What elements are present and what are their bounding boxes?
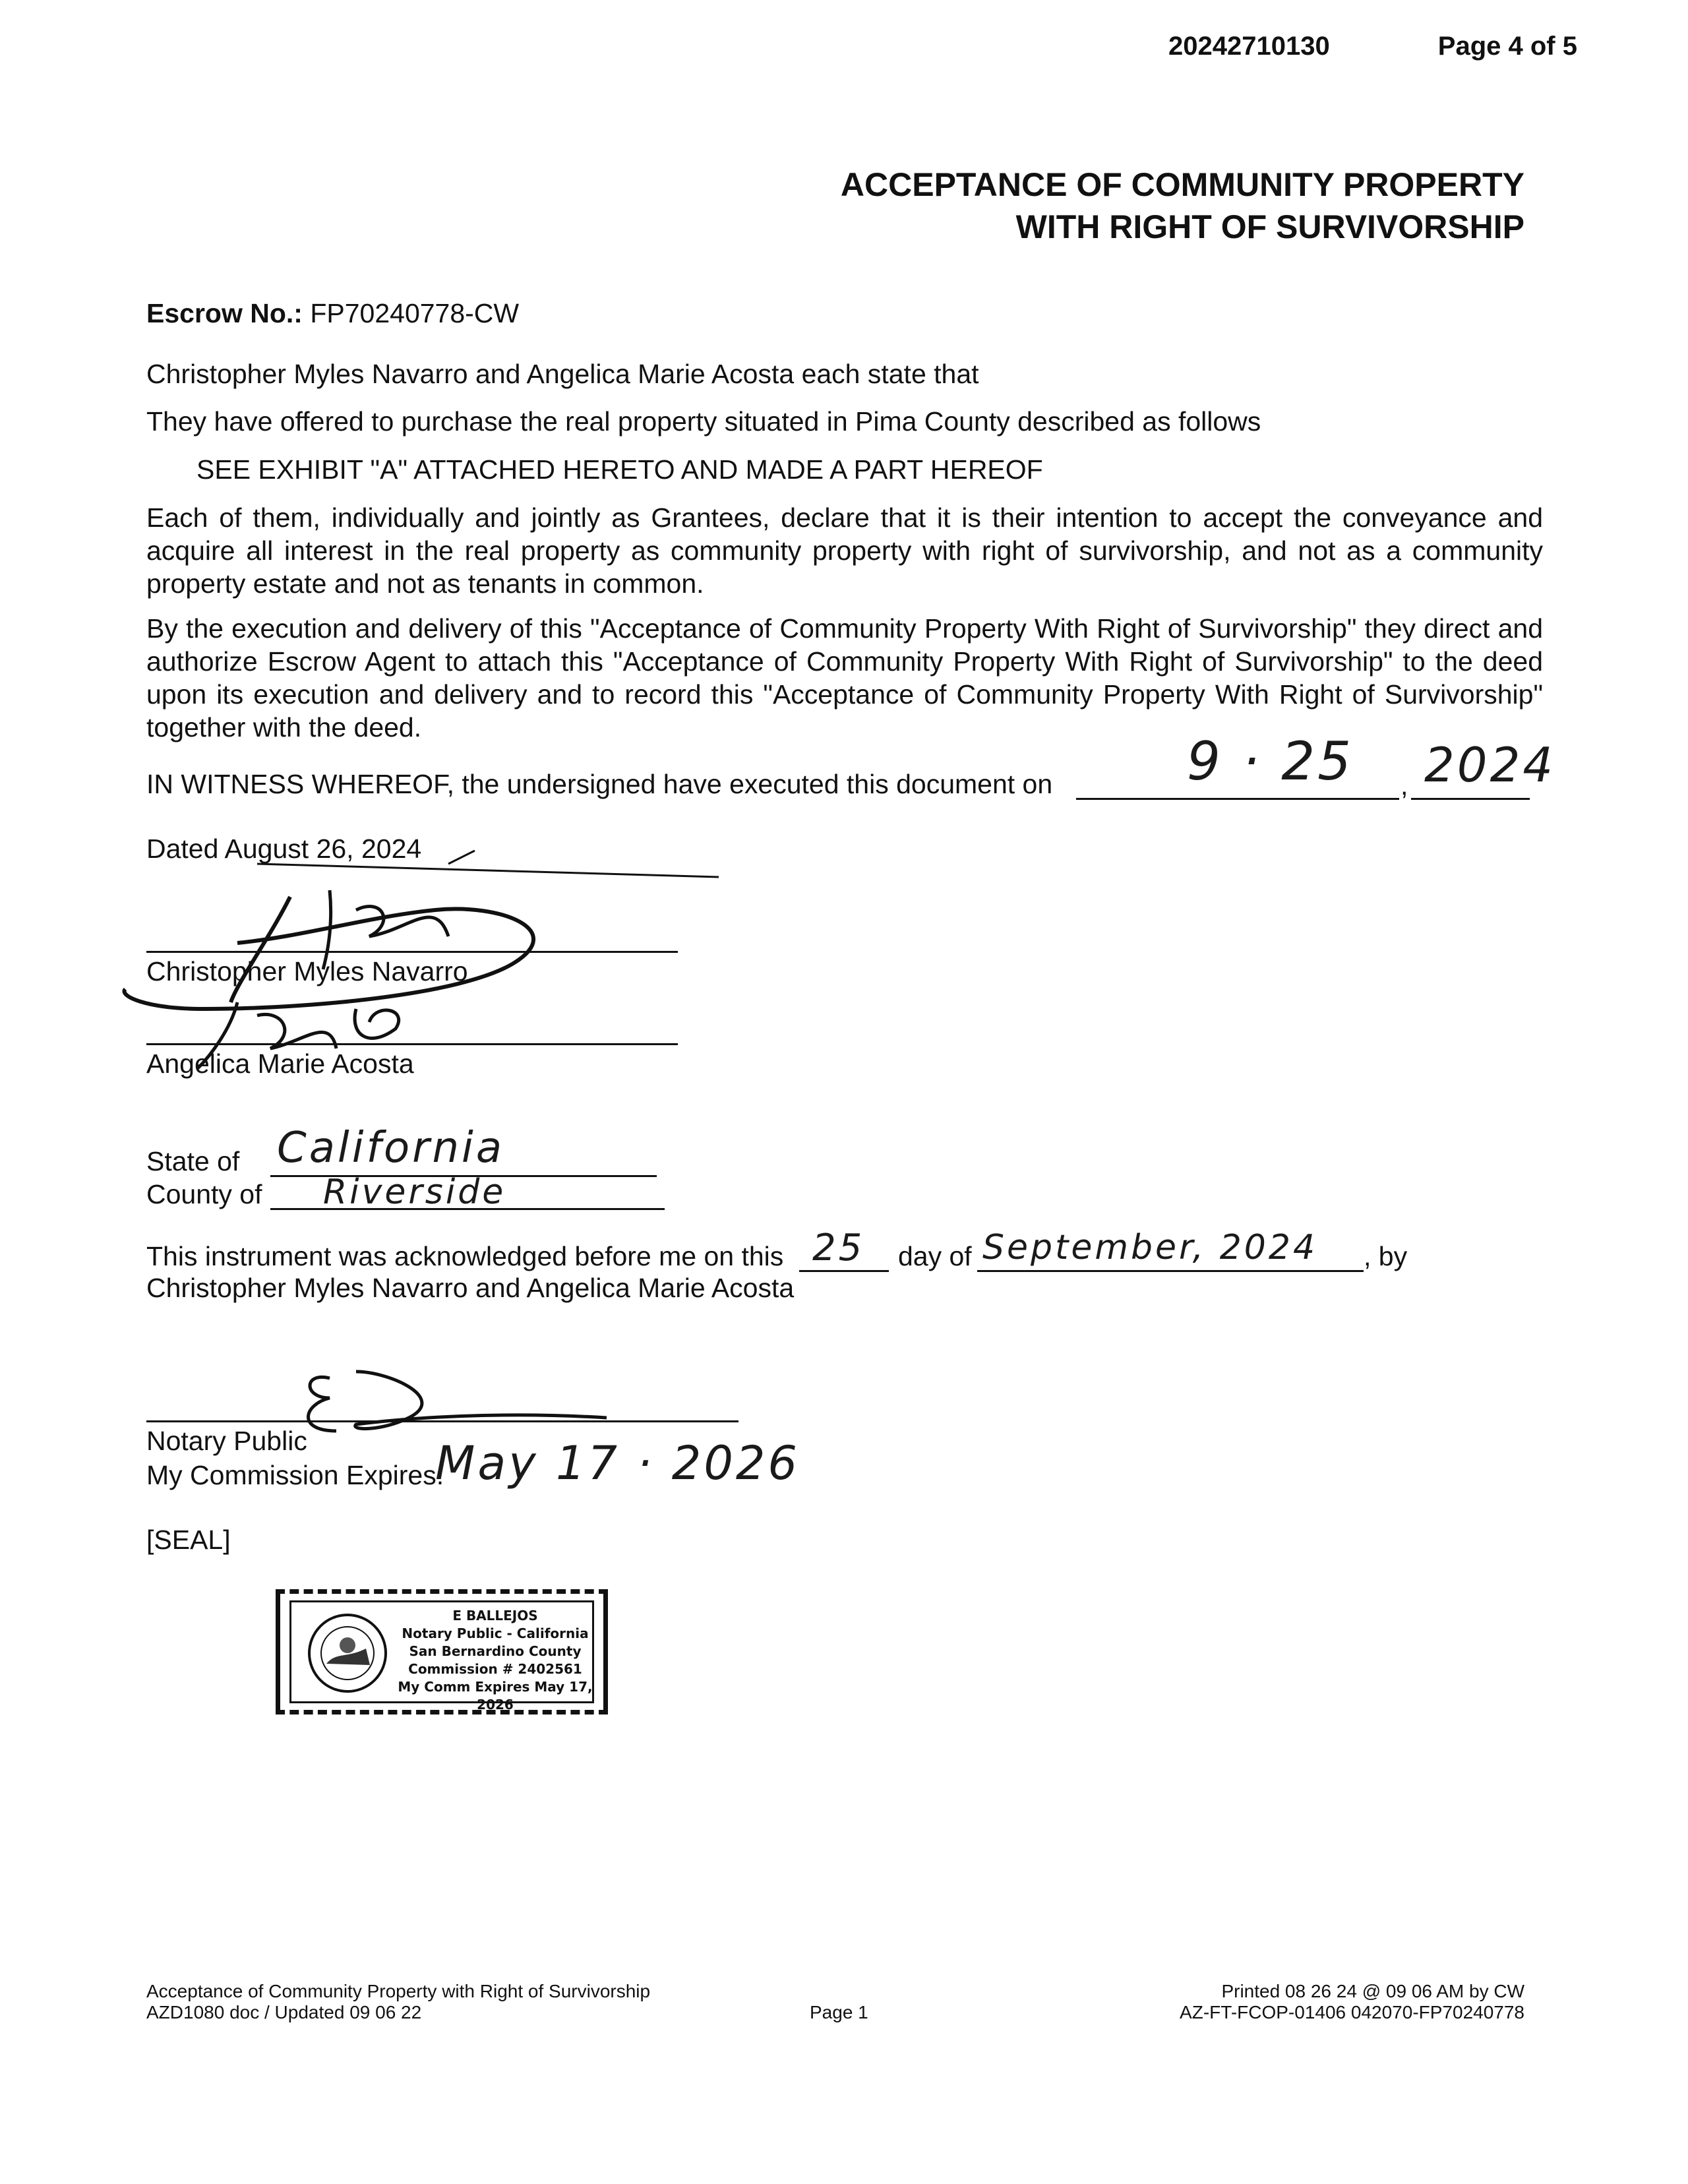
- ack-day-of: day of: [898, 1241, 972, 1271]
- seal-expiration: My Comm Expires May 17, 2026: [398, 1679, 593, 1713]
- county-handwritten: Riverside: [323, 1172, 506, 1212]
- footer-file-ref: AZ-FT-FCOP-01406 042070-FP70240778: [1180, 2002, 1524, 2022]
- signature-line-2: [146, 1043, 678, 1045]
- document-number: 20242710130: [1168, 32, 1330, 61]
- signature-line-1: [146, 951, 678, 953]
- seal-notary-name: E BALLEJOS: [452, 1608, 538, 1623]
- offer-statement: They have offered to purchase the real property situated in Pima County described as follows: [146, 406, 1261, 437]
- witness-date-line: [1076, 798, 1399, 800]
- seal-label: [SEAL]: [146, 1525, 231, 1555]
- exhibit-reference: SEE EXHIBIT "A" ATTACHED HERETO AND MADE A PART HEREOF: [196, 454, 1043, 485]
- seal-county: San Bernardino County: [409, 1643, 582, 1659]
- footer-right: [1180, 1981, 1524, 2023]
- seal-commission-number: Commission # 2402561: [408, 1661, 582, 1677]
- footer-doc-code: AZD1080 doc / Updated 09 06 22: [146, 2002, 422, 2022]
- ack-day-line: [799, 1270, 889, 1272]
- witness-date-handwritten: 9 · 25: [1187, 731, 1354, 792]
- title-line-2: WITH RIGHT OF SURVIVORSHIP: [1015, 208, 1524, 245]
- state-label: State of: [146, 1146, 240, 1176]
- commission-handwritten: May 17 · 2026: [435, 1436, 800, 1490]
- notary-seal: [276, 1589, 608, 1714]
- witness-comma: ,: [1401, 770, 1408, 801]
- notary-signature-icon: [277, 1358, 620, 1444]
- ack-by: , by: [1364, 1241, 1408, 1271]
- dated-line: Dated August 26, 2024: [146, 834, 422, 864]
- signer-1-name: Christopher Myles Navarro: [146, 956, 468, 986]
- county-label: County of: [146, 1179, 262, 1209]
- ack-month-line: [977, 1270, 1364, 1272]
- footer-page-number: Page 1: [810, 2002, 868, 2022]
- escrow-value: FP70240778-CW: [310, 298, 520, 328]
- intro-statement: Christopher Myles Navarro and Angelica Marie Acosta each state that: [146, 359, 979, 389]
- footer-doc-title: Acceptance of Community Property with Right of Survivorship: [146, 1981, 651, 2001]
- seal-title: Notary Public - California: [402, 1625, 589, 1641]
- footer-printed: Printed 08 26 24 @ 09 06 AM by CW: [1221, 1981, 1524, 2001]
- signer-2-name: Angelica Marie Acosta: [146, 1048, 414, 1079]
- seal-text-block: [396, 1607, 594, 1714]
- state-seal-emblem-icon: [307, 1612, 388, 1694]
- footer-left: [146, 1981, 650, 2023]
- notary-public-label: Notary Public: [146, 1426, 307, 1456]
- ack-day-handwritten: 25: [812, 1227, 865, 1269]
- notary-signature-line: [146, 1420, 738, 1422]
- ack-month-handwritten: September, 2024: [982, 1228, 1318, 1267]
- acknowledgment-prefix: This instrument was acknowledged before me on this: [146, 1241, 784, 1271]
- ack-names: Christopher Myles Navarro and Angelica Marie Acosta: [146, 1273, 795, 1303]
- page-indicator: Page 4 of 5: [1437, 32, 1577, 61]
- escrow-label: Escrow No.:: [146, 298, 303, 328]
- witness-year-handwritten: 2024: [1424, 737, 1556, 793]
- escrow-number: [146, 297, 519, 330]
- intention-paragraph: Each of them, individually and jointly as Grantees, declare that it is their intention to accept the conveyance and acquire all interest in the real property as community property with right of survivorship, and not as a community property estate and not as tenants in common.: [146, 502, 1543, 599]
- commission-label: My Commission Expires.: [146, 1460, 444, 1490]
- state-handwritten: California: [277, 1124, 505, 1172]
- witness-year-line: [1411, 798, 1530, 800]
- witness-statement: IN WITNESS WHEREOF, the undersigned have executed this document on: [146, 769, 1053, 799]
- authorization-paragraph: By the execution and delivery of this "Acceptance of Community Property With Right of Survivorship" they direct and authorize Escrow Agent to attach this "Acceptance of Community Property With Right of Survivorship" to the deed upon its execution and delivery and to record this "Acceptance of Community Property With Right of Survivorship" together with the deed.: [146, 613, 1543, 743]
- page-title: [841, 164, 1524, 248]
- title-line-1: ACCEPTANCE OF COMMUNITY PROPERTY: [840, 166, 1524, 203]
